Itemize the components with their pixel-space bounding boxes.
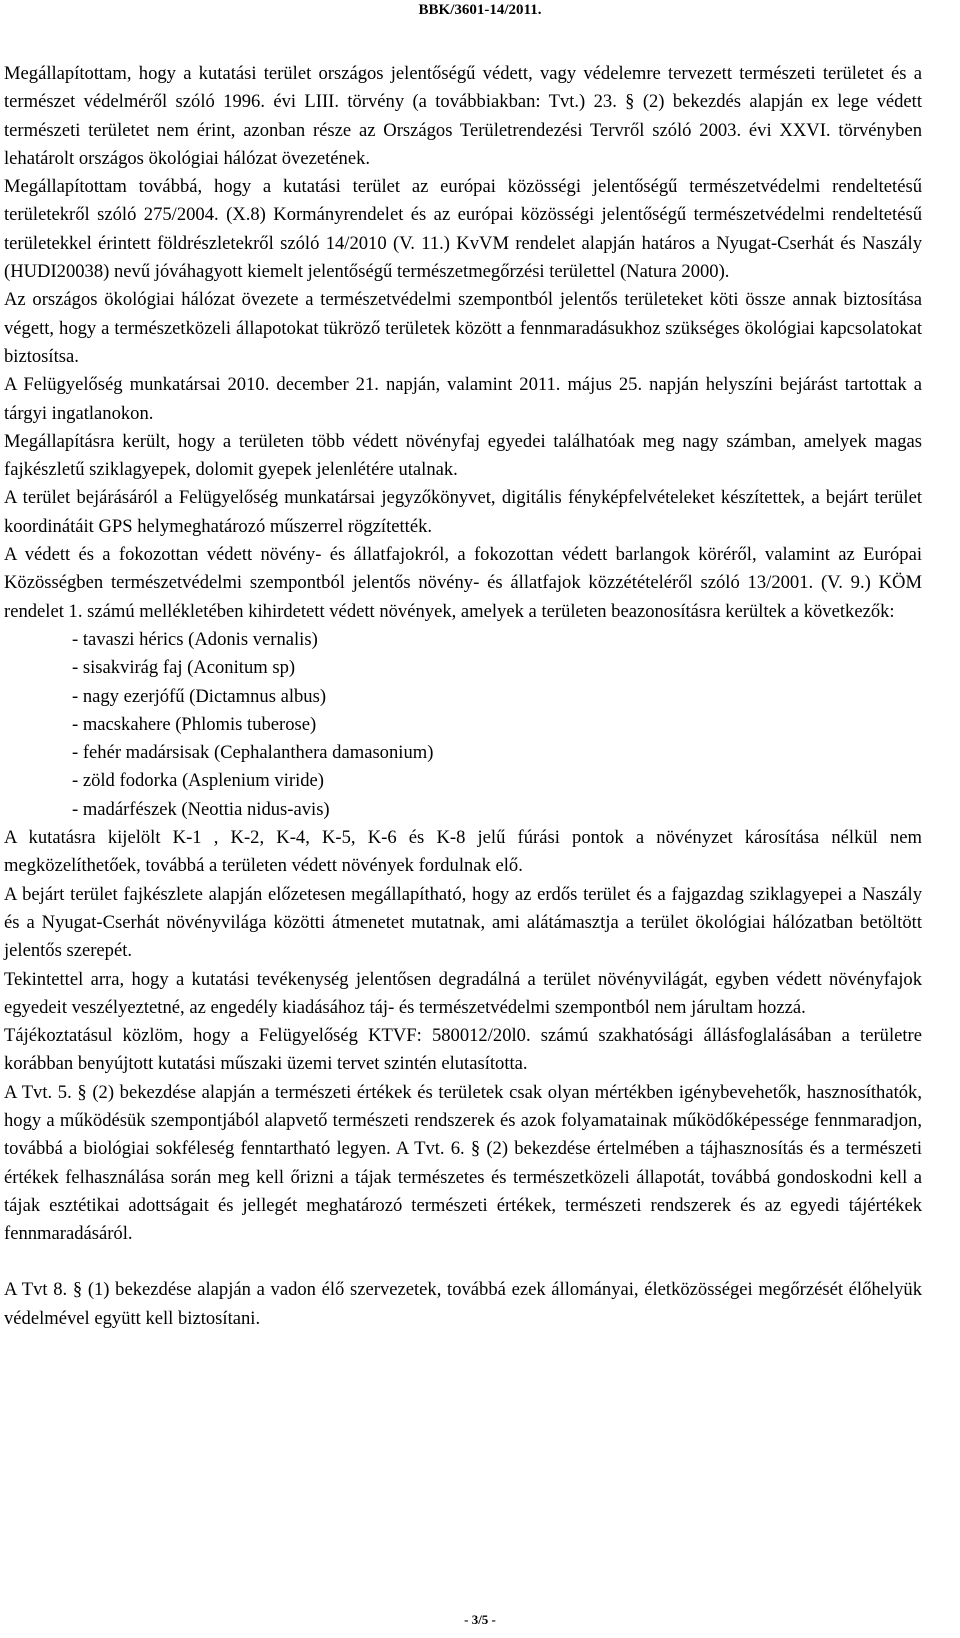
- document-header: BBK/3601-14/2011.: [418, 2, 542, 18]
- paragraph: A terület bejárásáról a Felügyelőség munkatársai jegyzőkönyvet, digitális fényképfelvételeket készítettek, a bejárt terület koordinátáit GPS helymeghatározó műszerrel rögzítették.: [4, 487, 922, 537]
- list-item: - tavaszi hérics (Adonis vernalis): [72, 628, 318, 650]
- list-item: - madárfészek (Neottia nidus-avis): [72, 798, 330, 820]
- list-item: - macskahere (Phlomis tuberose): [72, 713, 317, 735]
- paragraph: A Felügyelőség munkatársai 2010. december 21. napján, valamint 2011. május 25. napján helyszíni bejárást tartottak a tárgyi ingatlanokon.: [4, 374, 922, 424]
- paragraph: Megállapítottam továbbá, hogy a kutatási terület az európai közösségi jelentőségű természetvédelmi rendeltetésű területekről szóló 275/2004. (X.8) Kormányrendelet és az európai közösségi jelentőségű természetvédelmi rendeltetésű területekkel érintett földrészletekről szóló 14/2010 (V. 11.) KvVM rendelet alapján határos a Nyugat-Cserhát és Naszály (HUDI20038) nevű jóváhagyott kiemelt jelentőségű természetmegőrzési területtel (Natura 2000).: [4, 176, 922, 283]
- paragraph: Megállapítottam, hogy a kutatási terület országos jelentőségű védett, vagy védelemre tervezett természeti területet és a természet védelméről szóló 1996. évi LIII. törvény (a továbbiakban: Tvt.) 23. § (2) bekezdés alapján ex lege védett természeti területet nem érint, azonban része az Országos Területrendezési Tervről szóló 2003. évi XXVI. törvényben lehatárolt országos ökológiai hálózat övezetének.: [4, 63, 922, 169]
- paragraph: A védett és a fokozottan védett növény- és állatfajokról, a fokozottan védett barlangok köréről, valamint az Európai Közösségben természetvédelmi szempontból jelentős növény- és állatfajok közzétételéről szóló 13/2001. (V. 9.) KÖM rendelet 1. számú mellékletében kihirdetett védett növények, amelyek a területen beazonosításra kerültek a következők:: [4, 544, 922, 622]
- page-number: - 3/5 -: [464, 1612, 496, 1627]
- paragraph: Az országos ökológiai hálózat övezete a természetvédelmi szempontból jelentős területeket köti össze annak biztosítása végett, hogy a természetközeli állapotokat tükröző területek között a fennmaradásukhoz szükséges ökológiai kapcsolatokat biztosítsa.: [4, 289, 922, 367]
- list-item: - sisakvirág faj (Aconitum sp): [72, 657, 296, 679]
- paragraph: Megállapításra került, hogy a területen több védett növényfaj egyedei találhatóak meg nagy számban, amelyek magas fajkészletű sziklagyepek, dolomit gyepek jelenlétére utalnak.: [4, 430, 922, 481]
- paragraph: Tekintettel arra, hogy a kutatási tevékenység jelentősen degradálná a terület növényvilágát, egyben védett növényfajok egyedeit veszélyeztetné, az engedély kiadásához táj- és természetvédelmi szempontból nem járultam hozzá.: [4, 968, 922, 1018]
- paragraph: A kutatásra kijelölt K-1 , K-2, K-4, K-5, K-6 és K-8 jelű fúrási pontok a növényzet károsítása nélkül nem megközelíthetőek, továbbá a területen védett növények fordulnak elő.: [4, 827, 922, 877]
- document-body: [4, 60, 922, 1333]
- paragraph: A bejárt terület fajkészlete alapján előzetesen megállapítható, hogy az erdős terület és a fajgazdag sziklagyepei a Naszály és a Nyugat-Cserhát növényvilága közötti átmenetet mutatnak, ami alátámasztja a terület ökológiai hálózatban betöltött jelentős szerepét.: [4, 883, 922, 962]
- list-item: - fehér madársisak (Cephalanthera damasonium): [72, 742, 434, 764]
- paragraph: Tájékoztatásul közlöm, hogy a Felügyelőség KTVF: 580012/20l0. számú szakhatósági állásfoglalásában a területre korábban benyújtott kutatási műszaki üzemi tervet szintén elutasította.: [4, 1025, 922, 1075]
- paragraph: A Tvt 8. § (1) bekezdése alapján a vadon élő szervezetek, továbbá ezek állományai, életközösségei megőrzését élőhelyük védelmével együtt kell biztosítani.: [4, 1279, 922, 1329]
- list-item: - zöld fodorka (Asplenium viride): [72, 770, 324, 792]
- paragraph: A Tvt. 5. § (2) bekezdése alapján a természeti értékek és területek csak olyan mértékben igénybevehetők, hasznosíthatók, hogy a működésük szempontjából alapvető természeti rendszerek és azok folyamatainak működőképessége fennmaradjon, továbbá a biológiai sokféleség fenntartható legyen. A Tvt. 6. § (2) bekezdése értelmében a tájhasznosítás és a természeti értékek felhasználása során meg kell őrizni a tájak természetes és természetközeli állapotát, továbbá gondoskodni kell a tájak esztétikai adottságait és jellegét meghatározó természeti értékek, természeti rendszerek és az egyedi tájértékek fennmaradásáról.: [4, 1081, 922, 1245]
- protected-plant-list: [4, 626, 922, 824]
- list-item: - nagy ezerjófű (Dictamnus albus): [72, 685, 327, 707]
